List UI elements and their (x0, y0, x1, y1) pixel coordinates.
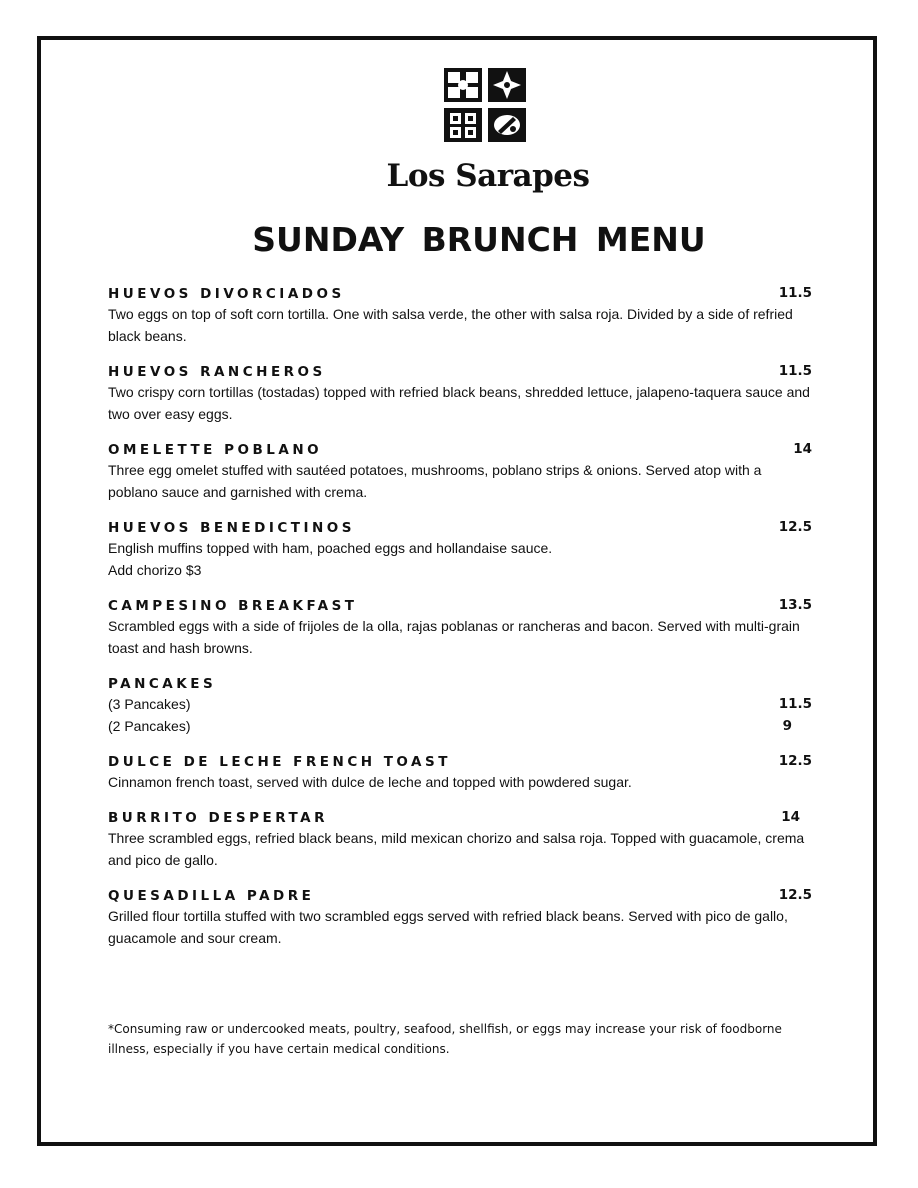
pancake-option-label: (2 Pancakes) (108, 718, 191, 734)
menu-item (108, 595, 812, 659)
menu-item-header (108, 885, 812, 905)
menu-item (108, 885, 812, 949)
page-title: SUNDAY BRUNCH MENU (252, 220, 706, 259)
menu-item-header (108, 673, 812, 693)
menu-item-description: Grilled flour tortilla stuffed with two scrambled eggs served with refried black beans. Served with pico de gallo, guacamole and sour cream. (108, 908, 788, 946)
menu-item-name: HUEVOS DIVORCIADOS (108, 286, 345, 302)
menu-item-header (108, 439, 812, 459)
menu-item-description: Two eggs on top of soft corn tortilla. One with salsa verde, the other with salsa roja. Divided by a side of refried black beans. (108, 306, 793, 344)
menu-item-header (108, 595, 812, 615)
menu-item-price: 14 (793, 441, 812, 457)
menu-item-header (108, 361, 812, 381)
pancake-option (108, 693, 812, 715)
menu-item-header (108, 807, 812, 827)
menu-item-name: DULCE DE LECHE FRENCH TOAST (108, 754, 451, 770)
menu-item-header (108, 751, 812, 771)
menu-list (108, 283, 812, 963)
menu-item-name: BURRITO DESPERTAR (108, 810, 329, 826)
menu-item-price: 11.5 (778, 363, 812, 379)
menu-item-name: QUESADILLA PADRE (108, 888, 315, 904)
menu-item-name: PANCAKES (108, 676, 217, 692)
sarape-logo-icon (443, 67, 527, 143)
menu-item-name: CAMPESINO BREAKFAST (108, 598, 358, 614)
menu-item-addon: Add chorizo $3 (108, 562, 202, 578)
menu-item-price: 14 (781, 809, 800, 825)
menu-item-description: Two crispy corn tortillas (tostadas) topped with refried black beans, shredded lettuce, jalapeno-taquera sauce and two over easy eggs. (108, 384, 810, 422)
menu-item-price: 12.5 (778, 753, 812, 769)
food-safety-disclaimer: *Consuming raw or undercooked meats, poultry, seafood, shellfish, or eggs may increase your risk of foodborne illness, especially if you have certain medical conditions. (108, 1022, 782, 1056)
menu-item-header (108, 517, 812, 537)
pancake-option-price: 11.5 (778, 696, 812, 712)
menu-item-description: Scrambled eggs with a side of frijoles de la olla, rajas poblanas or rancheras and bacon. Served with multi-grain toast and hash browns. (108, 618, 800, 656)
menu-item (108, 751, 812, 793)
pancake-option-price: 9 (782, 718, 792, 734)
menu-item-description: Three egg omelet stuffed with sautéed potatoes, mushrooms, poblano strips & onions. Served atop with a poblano sauce and garnished with crema. (108, 462, 762, 500)
menu-item (108, 517, 812, 581)
pancake-option (108, 715, 812, 737)
menu-item-price: 11.5 (778, 285, 812, 301)
menu-item-name: OMELETTE POBLANO (108, 442, 323, 458)
menu-item (108, 439, 812, 503)
menu-item-description: Three scrambled eggs, refried black beans, mild mexican chorizo and salsa roja. Topped with guacamole, crema and pico de gallo. (108, 830, 805, 868)
restaurant-name (0, 158, 918, 194)
brand-wordmark: Los Sarapes (386, 158, 590, 194)
menu-item (108, 361, 812, 425)
menu-item-name: HUEVOS RANCHEROS (108, 364, 326, 380)
menu-item (108, 283, 812, 347)
pancake-option-label: (3 Pancakes) (108, 696, 191, 712)
menu-item-description: Cinnamon french toast, served with dulce de leche and topped with powdered sugar. (108, 774, 632, 790)
menu-item-price: 12.5 (778, 887, 812, 903)
menu-item-pancakes (108, 673, 812, 737)
menu-item-description: English muffins topped with ham, poached eggs and hollandaise sauce. (108, 540, 553, 556)
menu-item-price: 12.5 (778, 519, 812, 535)
menu-item-header (108, 283, 812, 303)
menu-item-price: 13.5 (778, 597, 812, 613)
menu-item (108, 807, 812, 871)
menu-item-name: HUEVOS BENEDICTINOS (108, 520, 355, 536)
